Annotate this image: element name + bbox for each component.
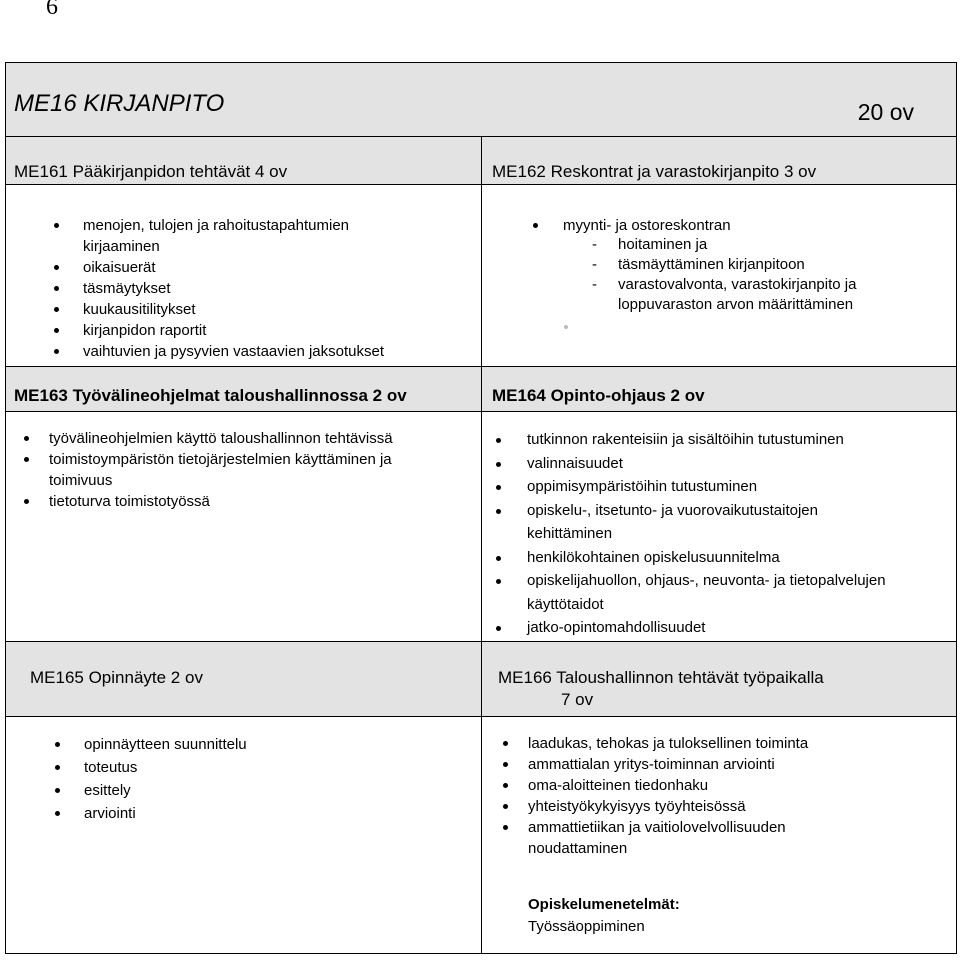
- me164-list: tutkinnon rakenteisiin ja sisältöihin tutustuminen valinnaisuudet oppimisympäristöihin tutustuminen opiskelu-, itsetunto- ja vuorovaikutustaitojen kehittäminen henkilökohtainen opiskelusuunnitelma opiskelijahuollon, ohjaus-, neuvonta- ja tietopalvelujen käyttötaidot jatko-opintomahdollisuudet: [527, 428, 886, 640]
- list-item: kirjaaminen: [83, 238, 160, 255]
- me162-heading: ME162 Reskontrat ja varastokirjanpito 3 ov: [492, 162, 817, 181]
- me162-subitem: varastovalvonta, varastokirjanpito ja: [618, 276, 857, 293]
- me162-list: [563, 215, 731, 236]
- list-item: oikaisuerät: [83, 257, 384, 278]
- column-divider: [481, 136, 482, 953]
- me161-list: [83, 215, 384, 362]
- me166-heading-line2: 7 ov: [561, 690, 594, 709]
- me165-heading: ME165 Opinnäyte 2 ov: [30, 668, 203, 687]
- me163-heading: ME163 Työvälineohjelmat taloushallinnossa 2 ov: [14, 386, 407, 405]
- me162-subitem: loppuvaraston arvon määrittäminen: [618, 296, 854, 313]
- me163-list: työvälineohjelmien käyttö taloushallinnon tehtävissä toimistoympäristön tietojärjestelmien käyttäminen ja toimivuus tietoturva toimistotyössä: [49, 428, 393, 512]
- me162-subitem: hoitaminen ja: [618, 236, 708, 253]
- page-number: 6: [46, 0, 58, 20]
- list-item: kuukausitilitykset: [83, 299, 384, 320]
- me162-subitem: täsmäyttäminen kirjanpitoon: [618, 256, 805, 273]
- me164-heading: ME164 Opinto-ohjaus 2 ov: [492, 386, 705, 405]
- list-item: myynti- ja ostoreskontran: [563, 215, 731, 236]
- curriculum-table: ME16 KIRJANPITO 20 ov ME161 Pääkirjanpidon tehtävät 4 ov ME162 Reskontrat ja varastokirjanpito 3 ov menojen, tulojen ja rahoitustapahtumien kirjaaminen oikaisuerät täsmäytykset kuukausitilitykset kirjanpidon raportit vaihtuvien ja pysyvien vastaavien jaksotukset myynti- ja ostoreskontran - hoitaminen ja - täsmäyttäminen kirjanpitoon - varastovalvonta, varastokirjanpito ja loppuvaraston arvon määrittäminen ME163 Työvälineohjelmat taloushallinnossa 2 ov ME164 Opinto-ohjaus 2 ov työvälineohjelmien käyttö taloushallinnon tehtävissä toimistoympäristön tietojärjestelmien käyttäminen ja toimivuus tietoturva toimistotyössä tutkinnon rakenteisiin ja sisältöihin tutustuminen valinnaisuudet oppimisympäristöihin tutustuminen opiskelu-, itsetunto- ja vuorovaikutustaitojen kehittäminen henkilökohtainen opiskelusuunnitelma opiskelijahuollon, ohjaus-, neuvonta- ja tietopalvelujen käyttötaidot jatko-opintomahdollisuudet ME165 Opinnäyte 2 ov ME166 Taloushallinnon tehtävät työpaikalla 7 ov opinnäytteen suunnittelu toteutus esittely arviointi laadukas, tehokas ja tuloksellinen toiminta ammattialan yritys-toiminnan arviointi oma-aloitteinen tiedonhaku yhteistyökykyisyys työyhteisössä ammattietiikan ja vaitiolovelvollisuuden noudattaminen Opiskelumenetelmät: Työssäoppiminen: [5, 62, 957, 954]
- faint-bullet-icon: [564, 325, 568, 329]
- me165-list: opinnäytteen suunnittelu toteutus esittely arviointi: [84, 733, 247, 825]
- module-title: ME16 KIRJANPITO: [14, 90, 225, 117]
- module-credits: 20 ov: [857, 99, 914, 125]
- list-item: vaihtuvien ja pysyvien vastaavien jaksotukset: [83, 341, 384, 362]
- me161-heading: ME161 Pääkirjanpidon tehtävät 4 ov: [14, 162, 288, 181]
- me166-list: laadukas, tehokas ja tuloksellinen toiminta ammattialan yritys-toiminnan arviointi oma-aloitteinen tiedonhaku yhteistyökykyisyys työyhteisössä ammattietiikan ja vaitiolovelvollisuuden noudattaminen: [528, 733, 808, 859]
- methods-value: Työssäoppiminen: [528, 918, 645, 935]
- module-title-row: [6, 63, 956, 137]
- list-item: menojen, tulojen ja rahoitustapahtumien: [83, 215, 384, 236]
- methods-label: Opiskelumenetelmät:: [528, 896, 680, 913]
- list-item: kirjanpidon raportit: [83, 320, 384, 341]
- me166-heading-line1: ME166 Taloushallinnon tehtävät työpaikalla: [498, 668, 824, 687]
- list-item: täsmäytykset: [83, 278, 384, 299]
